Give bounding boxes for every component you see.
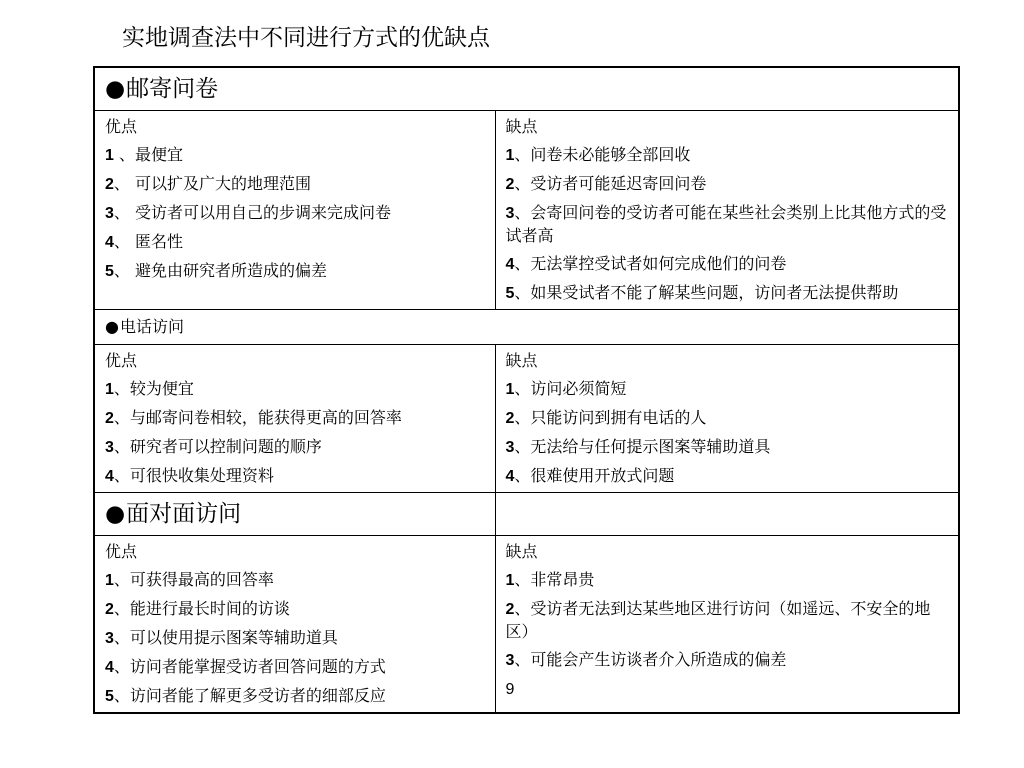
pros-cell-phone bbox=[94, 345, 495, 493]
cons-label: 缺点 bbox=[505, 351, 538, 370]
list-item: 3、无法给与任何提示图案等辅助道具 bbox=[505, 437, 771, 456]
comparison-table bbox=[93, 66, 960, 714]
section-title-phone: 电话访问 bbox=[119, 317, 184, 336]
cons-cell-phone bbox=[495, 345, 959, 493]
pros-list-phone bbox=[105, 345, 485, 492]
cons-list-mail bbox=[506, 111, 949, 309]
pros-cell-face bbox=[94, 536, 495, 714]
list-item: 4、访问者能掌握受访者回答问题的方式 bbox=[105, 657, 386, 676]
list-item: 1、较为便宜 bbox=[105, 379, 194, 398]
list-item: 4、很难使用开放式问题 bbox=[505, 466, 675, 485]
section-title-mail: 邮寄问卷 bbox=[126, 76, 219, 102]
bullet-icon: ● bbox=[105, 317, 119, 336]
list-item: 3、可以使用提示图案等辅助道具 bbox=[105, 628, 338, 647]
cons-label: 缺点 bbox=[505, 542, 538, 561]
cons-cell-mail bbox=[495, 111, 959, 310]
bullet-icon: ● bbox=[105, 501, 126, 527]
bullet-icon: ● bbox=[105, 76, 126, 102]
list-item: 2、受访者可能延迟寄回问卷 bbox=[505, 174, 707, 193]
pros-label: 优点 bbox=[105, 542, 138, 561]
list-item: 2、与邮寄问卷相较，能获得更高的回答率 bbox=[105, 408, 402, 427]
list-item: 4、 匿名性 bbox=[105, 232, 184, 251]
list-item: 1、可获得最高的回答率 bbox=[105, 570, 274, 589]
list-item: 3、可能会产生访谈者介入所造成的偏差 bbox=[505, 650, 787, 669]
list-item: 2、只能访问到拥有电话的人 bbox=[505, 408, 707, 427]
list-item: 1、非常昂贵 bbox=[505, 570, 595, 589]
section-body-face bbox=[94, 536, 959, 714]
cons-list-phone bbox=[506, 345, 949, 492]
section-body-mail bbox=[94, 111, 959, 310]
list-item: 3、 受访者可以用自己的步调来完成问卷 bbox=[105, 203, 392, 222]
list-item: 5、如果受试者不能了解某些问题，访问者无法提供帮助 bbox=[505, 283, 899, 302]
empty-header-cell bbox=[495, 493, 959, 536]
list-item: 1、访问必须简短 bbox=[505, 379, 627, 398]
pros-label: 优点 bbox=[105, 117, 138, 136]
pros-label: 优点 bbox=[105, 351, 138, 370]
list-item: 2、受访者无法到达某些地区进行访问（如遥远、不安全的地区） bbox=[505, 599, 931, 641]
section-header-phone bbox=[94, 310, 959, 345]
page-title: 实地调查法中不同进行方式的优缺点 bbox=[122, 25, 490, 51]
section-body-phone bbox=[94, 345, 959, 493]
list-item: 2、 可以扩及广大的地理范围 bbox=[105, 174, 312, 193]
cons-cell-face bbox=[495, 536, 959, 714]
list-item: 3、研究者可以控制问题的顺序 bbox=[105, 437, 322, 456]
list-item: 4、无法掌控受试者如何完成他们的问卷 bbox=[505, 254, 787, 273]
list-item: 4、可很快收集处理资料 bbox=[105, 466, 274, 485]
section-header-face bbox=[94, 493, 959, 536]
list-item: 3、会寄回问卷的受访者可能在某些社会类别上比其他方式的受试者高 bbox=[505, 203, 947, 245]
page-number: 9 bbox=[505, 681, 515, 698]
list-item: 2、能进行最长时间的访谈 bbox=[105, 599, 290, 618]
list-item: 5、 避免由研究者所造成的偏差 bbox=[105, 261, 328, 280]
list-item: 1 、最便宜 bbox=[105, 145, 184, 164]
section-title-face: 面对面访问 bbox=[126, 501, 242, 527]
pros-list-face bbox=[105, 536, 485, 712]
list-item: 5、访问者能了解更多受访者的细部反应 bbox=[105, 686, 386, 705]
list-item: 1、问卷未必能够全部回收 bbox=[505, 145, 691, 164]
pros-cell-mail bbox=[94, 111, 495, 310]
pros-list-mail bbox=[105, 111, 485, 287]
cons-label: 缺点 bbox=[505, 117, 538, 136]
section-header-mail bbox=[94, 67, 959, 111]
cons-list-face bbox=[506, 536, 949, 705]
